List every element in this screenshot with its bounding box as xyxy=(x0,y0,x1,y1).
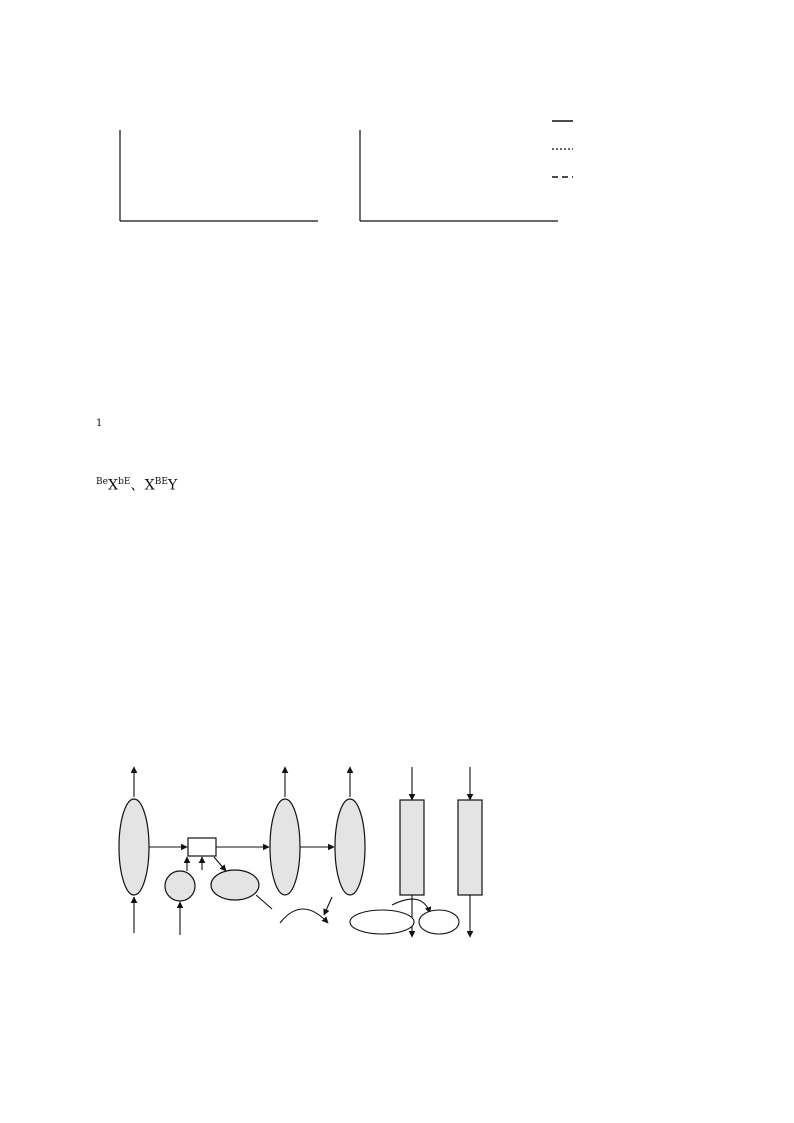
q6-stem-line-3: 1 xyxy=(96,417,103,429)
complex-ii xyxy=(165,871,195,901)
adp-pi-ellipse xyxy=(350,910,414,934)
chart-legend xyxy=(552,121,573,177)
complex-i xyxy=(119,799,149,895)
proton-arrows-up xyxy=(134,767,470,800)
uq-box xyxy=(188,838,216,856)
ucp-channel xyxy=(458,800,482,895)
q6-option-b: $^{Be}X^{bE}$、$X^{BE}Y$ xyxy=(96,477,178,494)
atp-ellipse xyxy=(419,910,459,934)
atp-synthase xyxy=(400,800,424,895)
complex-iv xyxy=(335,799,365,895)
chart-m xyxy=(360,130,558,221)
electron-transport-diagram xyxy=(92,745,502,965)
complex-iii xyxy=(270,799,300,895)
charts-figure xyxy=(90,96,690,272)
chart-l xyxy=(120,130,318,221)
aox xyxy=(211,870,259,900)
